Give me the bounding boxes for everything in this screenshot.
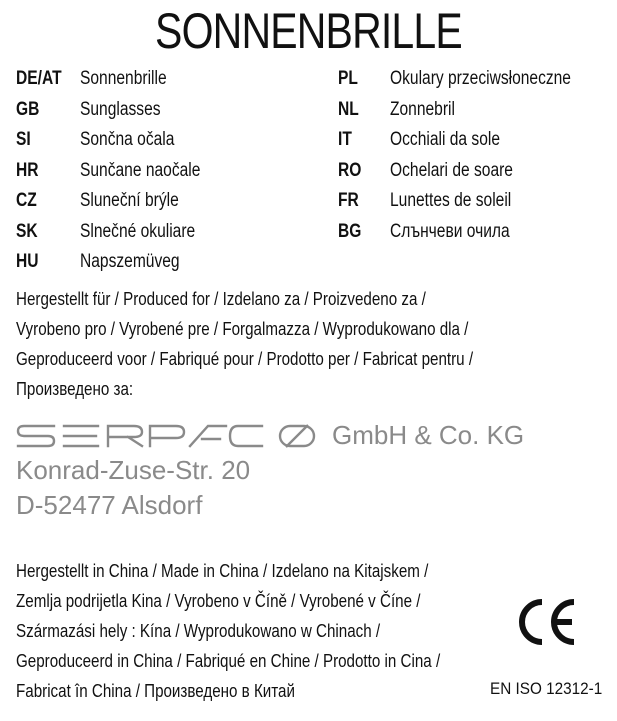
language-row	[338, 99, 611, 130]
made-in-line: Fabricat în China / Произведено в Китай	[16, 680, 295, 701]
company-street: Konrad-Zuse-Str. 20	[16, 455, 251, 485]
language-row	[338, 221, 611, 252]
language-code: BG	[338, 220, 362, 242]
language-code: GB	[16, 98, 40, 120]
company-name-suffix: GmbH & Co. KG	[332, 420, 525, 450]
language-name: Sunglasses	[80, 98, 161, 120]
company-city: D-52477 Alsdorf	[16, 490, 203, 520]
language-row	[338, 190, 611, 221]
language-row	[338, 160, 611, 191]
language-code: HR	[16, 159, 39, 181]
language-row	[16, 221, 227, 252]
language-code: SI	[16, 129, 31, 150]
language-code: SK	[16, 220, 38, 242]
language-code: DE/AT	[16, 68, 62, 89]
language-name: Napszemüveg	[80, 251, 180, 272]
language-name: Okulary przeciwsłoneczne	[390, 68, 571, 89]
language-name: Sunčane naočale	[80, 159, 201, 181]
company-address	[16, 418, 524, 523]
language-code: FR	[338, 190, 359, 211]
serpaco-o-slash-icon	[278, 423, 318, 449]
produced-for-line: Geproduceerd voor / Fabriqué pour / Prodotto per / Fabricat pentru /	[16, 348, 474, 369]
language-row	[16, 251, 227, 282]
language-row	[16, 129, 227, 160]
product-title: SONNENBRILLE	[155, 3, 462, 59]
serpaco-logo	[16, 423, 278, 449]
produced-for-line: Произведено за:	[16, 378, 134, 399]
language-name: Lunettes de soleil	[390, 190, 512, 211]
standard-label: EN ISO 12312-1	[490, 679, 603, 698]
language-code: HU	[16, 251, 39, 272]
language-name: Slnečné okuliare	[80, 220, 196, 242]
language-code: NL	[338, 98, 359, 120]
made-in-line: Zemlja podrijetla Kina / Vyrobeno v Číně / Vyrobené v Číne /	[16, 590, 421, 611]
language-name: Sonnenbrille	[80, 68, 167, 89]
languages-left-column	[16, 68, 227, 282]
language-row	[338, 68, 611, 99]
produced-for-block	[16, 288, 616, 408]
language-name: Zonnebril	[390, 98, 455, 120]
made-in-line: Geproduceerd in China / Fabriqué en Chine / Prodotto in Cina /	[16, 650, 441, 671]
produced-for-line: Hergestellt für / Produced for / Izdelano za / Proizvedeno za /	[16, 288, 426, 309]
language-row	[16, 68, 227, 99]
language-row	[16, 99, 227, 130]
made-in-line: Hergestellt in China / Made in China / Izdelano na Kitajskem /	[16, 560, 429, 581]
language-row	[16, 160, 227, 191]
produced-for-line: Vyrobeno pro / Vyrobené pre / Forgalmazza / Wyprodukowano dla /	[16, 318, 469, 339]
language-name: Occhiali da sole	[390, 129, 500, 150]
company-name-row	[16, 418, 524, 453]
language-code: PL	[338, 68, 358, 89]
made-in-line: Származási hely : Kína / Wyprodukowano w Chinach /	[16, 620, 381, 641]
ce-mark-icon	[514, 598, 578, 651]
language-row	[338, 129, 611, 160]
language-row	[16, 190, 227, 221]
language-code: IT	[338, 129, 352, 150]
language-code: CZ	[16, 190, 37, 211]
language-name: Слънчеви очила	[390, 220, 510, 242]
languages-right-column	[338, 68, 611, 251]
language-name: Sluneční brýle	[80, 190, 179, 211]
language-code: RO	[338, 159, 362, 181]
language-name: Ochelari de soare	[390, 159, 513, 181]
language-name: Sončna očala	[80, 129, 175, 150]
